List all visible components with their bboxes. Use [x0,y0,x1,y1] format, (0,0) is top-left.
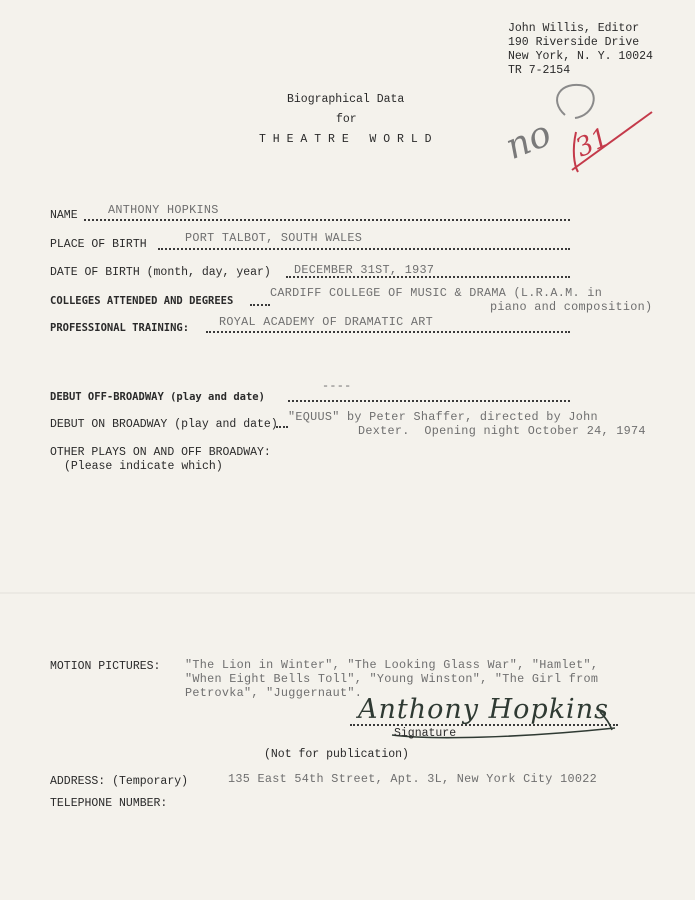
handwritten-number: 31 [571,122,614,164]
broadway-value-2: Dexter. Opening night October 24, 1974 [358,424,646,438]
other-plays-label: OTHER PLAYS ON AND OFF BROADWAY: [50,446,271,459]
birthplace-label: PLACE OF BIRTH [50,238,147,251]
editor-city: New York, N. Y. 10024 [508,50,653,63]
broadway-label: DEBUT ON BROADWAY (play and date) [50,418,278,431]
colleges-value-1: CARDIFF COLLEGE OF MUSIC & DRAMA (L.R.A.M. in [270,286,603,300]
name-value: ANTHONY HOPKINS [108,203,219,217]
address-label: ADDRESS: (Temporary) [50,775,189,788]
offbroadway-value: ---- [322,379,352,393]
training-value: ROYAL ACADEMY OF DRAMATIC ART [219,315,433,329]
offbroadway-label: DEBUT OFF-BROADWAY (play and date) [50,391,265,403]
handwritten-no: no [499,113,557,168]
header-for: for [336,113,357,126]
motion-pictures-value-3: Petrovka", "Juggernaut". [185,686,363,700]
motion-pictures-value-2: "When Eight Bells Toll", "Young Winston", "The Girl from [185,672,599,686]
broadway-value-1: "EQUUS" by Peter Shaffer, directed by John [288,410,598,424]
header-biographical-data: Biographical Data [287,93,405,106]
motion-pictures-label: MOTION PICTURES: [50,660,161,673]
handwritten-signature: Anthony Hopkins [358,694,609,725]
colleges-value-2: piano and composition) [490,300,653,314]
other-plays-hint: (Please indicate which) [64,460,223,473]
dob-label: DATE OF BIRTH (month, day, year) [50,266,271,279]
editor-name: John Willis, Editor [508,22,640,35]
editor-street: 190 Riverside Drive [508,36,640,49]
address-value: 135 East 54th Street, Apt. 3L, New York City 10022 [228,772,597,786]
editor-phone: TR 7-2154 [508,64,571,77]
name-label: NAME [50,209,78,222]
signature-label: Signature [394,727,457,740]
not-for-publication: (Not for publication) [264,748,409,761]
telephone-label: TELEPHONE NUMBER: [50,797,168,810]
training-label: PROFESSIONAL TRAINING: [50,322,190,334]
colleges-label: COLLEGES ATTENDED AND DEGREES [50,295,234,307]
birthplace-value: PORT TALBOT, SOUTH WALES [185,231,363,245]
header-theatre-world: T H E A T R E W O R L D [259,133,432,146]
motion-pictures-value-1: "The Lion in Winter", "The Looking Glass War", "Hamlet", [185,658,599,672]
dob-value: DECEMBER 31ST, 1937 [294,263,435,277]
